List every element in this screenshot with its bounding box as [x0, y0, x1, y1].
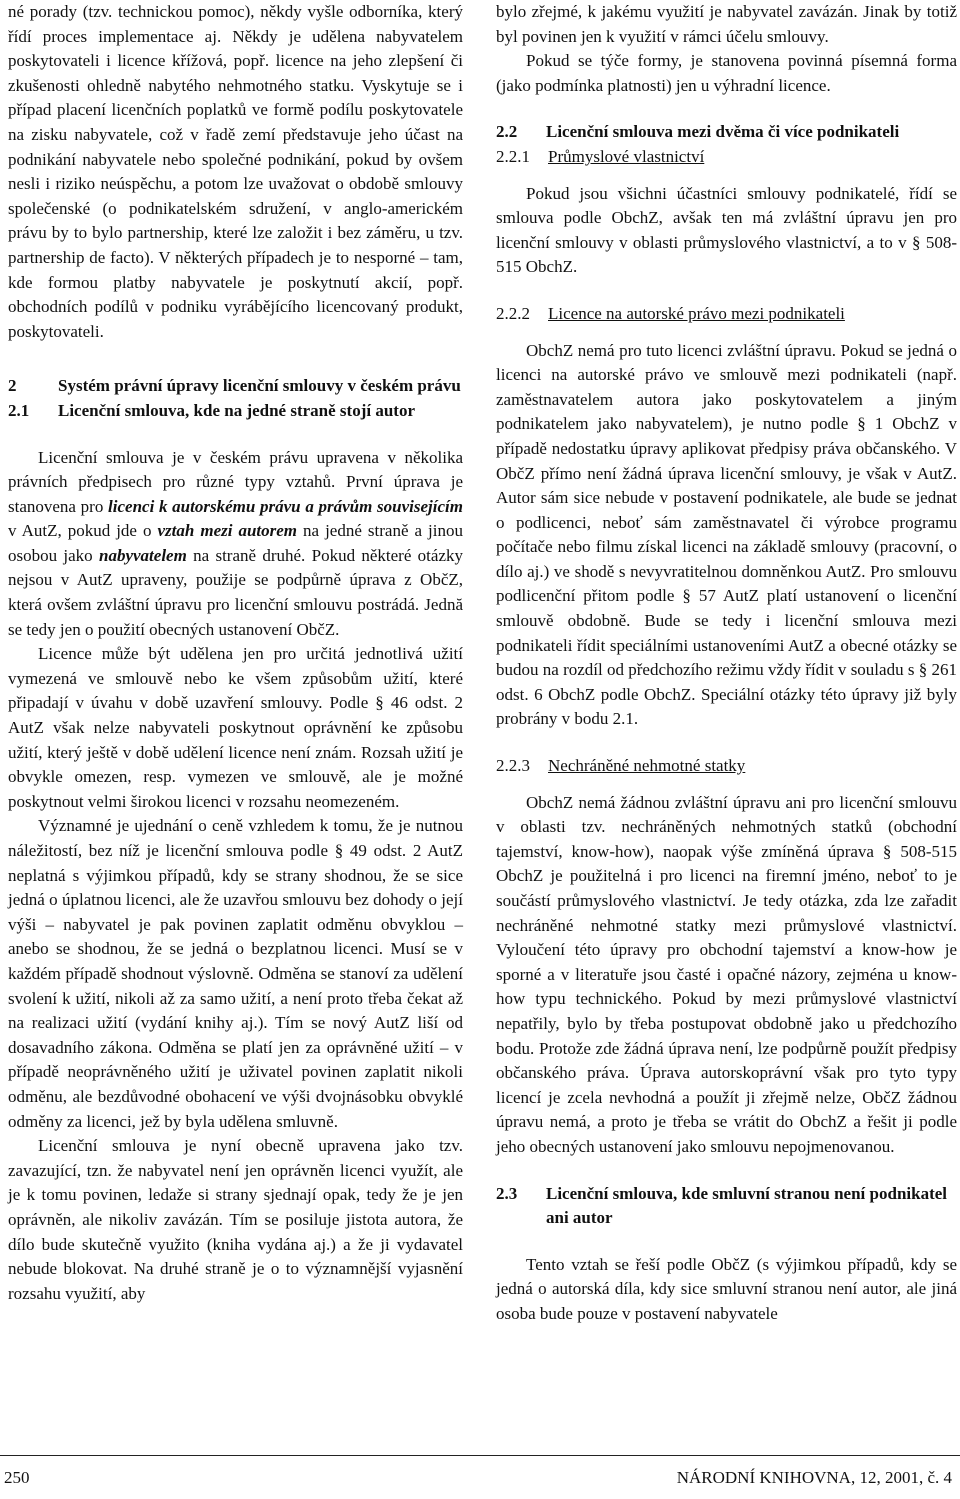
paragraph: Pokud jsou všichni účastníci smlouvy podnikatelé, řídí se smlouva podle ObchZ, avšak ten má zvláštní úpravu jen pro licenční smlouvy v oblasti průmyslového vlastnictví, a to v § 508-515 ObchZ. — [496, 183, 957, 277]
section-title: Licenční smlouva, kde smluvní stranou není podnikatel ani autor — [546, 1183, 948, 1228]
section-heading-2-1 — [8, 399, 463, 424]
paragraph: Licence může být udělena jen pro určitá jednotlivá užití vymezená ve smlouvě nebo ke všem způsobům užití, které připadají v úvahu v době uzavření smlouvy. Podle § 46 odst. 2 AutZ však nelze nabyvateli poskytnout oprávnění ke způsobu užití, který ještě v době udělení licence není znám. Rozsah užití je obvykle omezen, resp. vymezen ve smlouvě, ale je možné poskytnout velmi širokou licenci v rozsahu neomezeném. — [8, 644, 463, 811]
section-heading-2 — [8, 374, 463, 399]
footer-divider — [0, 1455, 960, 1456]
paragraph: Pokud se týče formy, je stanovena povinná písemná forma (jako podmínka platnosti) jen u výhradní licence. — [496, 51, 957, 95]
left-column — [8, 0, 463, 1306]
paragraph: Licenční smlouva je v českém právu upravena v několika právních předpisech pro různé typy vztahů. První úprava je stanovena pro licenci k autorskému právu a právům souvisejícím v AutZ, pokud jde o vztah mezi autorem na jedné straně a jinou osobou jako nabyvatelem na straně druhé. Pokud některé otázky nejsou v AutZ upraveny, použije se podpůrně úprava z ObčZ, která ovšem zvláštní úpravu pro licenční smlouvu postrádá. Jednă se tedy jen o použití obecných ustanovení ObčZ. — [8, 447, 463, 639]
section-heading-2-3 — [496, 1182, 957, 1231]
right-column — [496, 0, 957, 1327]
paragraph: ObchZ nemá pro tuto licenci zvláštní úpravu. Pokud se jedná o licenci na autorské právo ve smlouvě mezi podnikateli (např. zaměstnavatelem autora jako poskytovatelem a jiným podnikatelem jako nabyvatelem), je nutno podle § 1 ObchZ v případě nedostatku úpravy aplikovat předpisy práva občanského. V ObčZ přímo není žádná úprava licenční smlouvy, je však v AutZ. Autor sám sice nebude v postavení podnikatele, ale bude se jednat o podlicenci, neboť sám zaměstnavatel či výrobce programu počítače nebo filmu získal licenci na základě smlouvy (pracovní, o dílo aj.) ve shodě s nevyvratitelnou domněnkou AutZ. Pro smlouvu podlicenční přitom podle § 57 AutZ platí ustanovení o licenční smlouvě obdobně. Bude se tedy i licenční smlouva mezi podnikateli řídit speciálními ustanoveními AutZ a obecné otázky se budou na rozdíl od předchozího režimu vždy řídit v souladu s § 261 odst. 6 ObchZ podle ObchZ. Speciální otázky této úpravy již byly probrány v bodu 2.1. — [496, 340, 957, 729]
journal-citation: NÁRODNÍ KNIHOVNA, 12, 2001, č. 4 — [676, 1468, 952, 1487]
section-number: 2 — [8, 376, 17, 396]
section-title: Systém právní úpravy licenční smlouvy v českém právu — [58, 376, 461, 396]
emphasis: nabyvatelem — [99, 545, 187, 565]
section-title: Licence na autorské právo mezi podnikateli — [548, 303, 845, 323]
section-heading-2-2-3 — [496, 754, 957, 779]
paragraph: bylo zřejmé, k jakému využití je nabyvatel zavázán. Jinak by totiž byl povinen jen k využití v rámci účelu smlouvy. — [496, 2, 957, 46]
section-title: Licenční smlouva, kde na jedné straně stojí autor — [58, 400, 415, 420]
paragraph: ObchZ nemá žádnou zvláštní úpravu ani pro licenční smlouvu v oblasti tzv. nechráněných nehmotných statků (obchodní tajemství, know-how), naopak výše zmíněná úprava § 508-515 ObchZ je použitelná i pro licenci na firemní jméno, neboť to je součástí průmyslového vlastnictví. Je tedy otázka, zda lze zařadit nechráněné nehmotné statky mezi průmyslové vlastnictví. Vyloučení této úpravy pro obchodní tajemství a know-how je sporné a v literatuře jsou časté i opačné názory, zejména u know-how typu technického. Pokud by mezi průmyslové vlastnictví nepatřily, bylo by třeba postupovat obdobně jako u předchozího bodu. Protože zde žádná úprava není, lze podpůrně použít předpisy občanského práva. Úprava autorskoprávní však pro tyto typy licencí je zcela nevhodná a použít ji zřejmě nelze, ObčZ žádnou úpravu nemá, a proto je třeba se vrátit do ObchZ a řešit ji podle jeho obecných ustanovení jako smlouvu nepojmenovanou. — [496, 792, 957, 1156]
section-number: 2.3 — [496, 1183, 518, 1203]
section-number: 2.2.1 — [496, 146, 530, 166]
section-number: 2.2.2 — [496, 303, 530, 323]
emphasis: licenci k autorskému právu a právům souvisejícím — [108, 496, 463, 516]
section-title: Licenční smlouva mezi dvěma či více podnikateli — [546, 122, 900, 142]
section-heading-2-2 — [496, 120, 957, 145]
section-number: 2.1 — [8, 400, 30, 420]
section-heading-2-2-2 — [496, 302, 957, 327]
paragraph: né porady (tzv. technickou pomoc), někdy vyšle odborníka, který řídí proces implementace aj. Někdy je udělena nabyvatelem poskytovateli i licence křížová, popř. licence na jeho zlepšení či zkušenosti ohledně nabytého nehmotného statku. Vyskytuje se i případ placení licenčních poplatků ve formě podílu poskytovatele na zisku nabyvatele, což v řadě zemí představuje jeho účast na podnikání nabyvatele nebo společné podnikání, pokud by ovšem nesli i riziko neúspěchu, a potom lze uvažovat o obdobě smlouvy společenské (o podnikatelském sdružení, v anglo-americkém právu by to bylo partnership, které lze založit i bez záměru, u tzv. partnership de facto). V některých případech je to nesporné – tam, kde formou platby nabyvatele je poskytnutí akcií, popř. obchodních podílů v podniku vyrábějícího licencovaný produkt, poskytovateli. — [8, 2, 463, 341]
section-number: 2.2.3 — [496, 756, 530, 776]
section-heading-2-2-1 — [496, 145, 957, 170]
section-number: 2.2 — [496, 122, 518, 142]
page-number: 250 — [4, 1468, 30, 1487]
paragraph: Tento vztah se řeší podle ObčZ (s výjimkou případů, kdy se jedná o autorská díla, kdy sice smluvní stranou není autor, ale jiná osoba bude pouze v postavení nabyvatele — [496, 1254, 957, 1323]
emphasis: vztah mezi autorem — [157, 521, 298, 541]
section-title: Nechráněné nehmotné statky — [548, 756, 746, 776]
paragraph: Licenční smlouva je nyní obecně upravena jako tzv. zavazující, tzn. že nabyvatel není jen oprávněn licenci využít, ale je k tomu povinen, ledaže si strany sjednají opak, tedy že je jen oprávněn, ale nikoliv zavázán. Tím se posiluje jistota autora, že dílo bude skutečně využito (kniha vydána aj.) a že ji vydavatel nebude blokovat. Na druhé straně je o to významnější vyjasnění rozsahu využití, aby — [8, 1136, 463, 1303]
paragraph: Významné je ujednání o ceně vzhledem k tomu, že je nutnou náležitostí, bez níž je licenční smlouva podle § 49 odst. 2 AutZ neplatná s výjimkou případů, kdy se strany shodnou, že se sice jedná o úplatnou licenci, ale že uzavřou smlouvu bez dohody o její výši – nabyvatel je pak povinen zaplatit odměnu obvyklou – anebo se shodnou, že se jedná o bezplatnou licenci. Musí se v každém případě shodnout výslovně. Odměna se stanoví za udělení svolení k užití, nikoli až za samo užití, a není proto třeba čekat až na realizaci užití (vydání knihy aj.). Tím se nový AutZ liší od dosavadního zákona. Odměna se platí jen za oprávněné užití – v případě neoprávněného užití je uživatel povinen zaplatit nikoli odměnu, ale bezdůvodné obohacení ve výši dvojnásobku obvyklé odměny za licenci, jež by byla udělena smluvně. — [8, 816, 463, 1131]
section-title: Průmyslové vlastnictví — [548, 146, 705, 166]
